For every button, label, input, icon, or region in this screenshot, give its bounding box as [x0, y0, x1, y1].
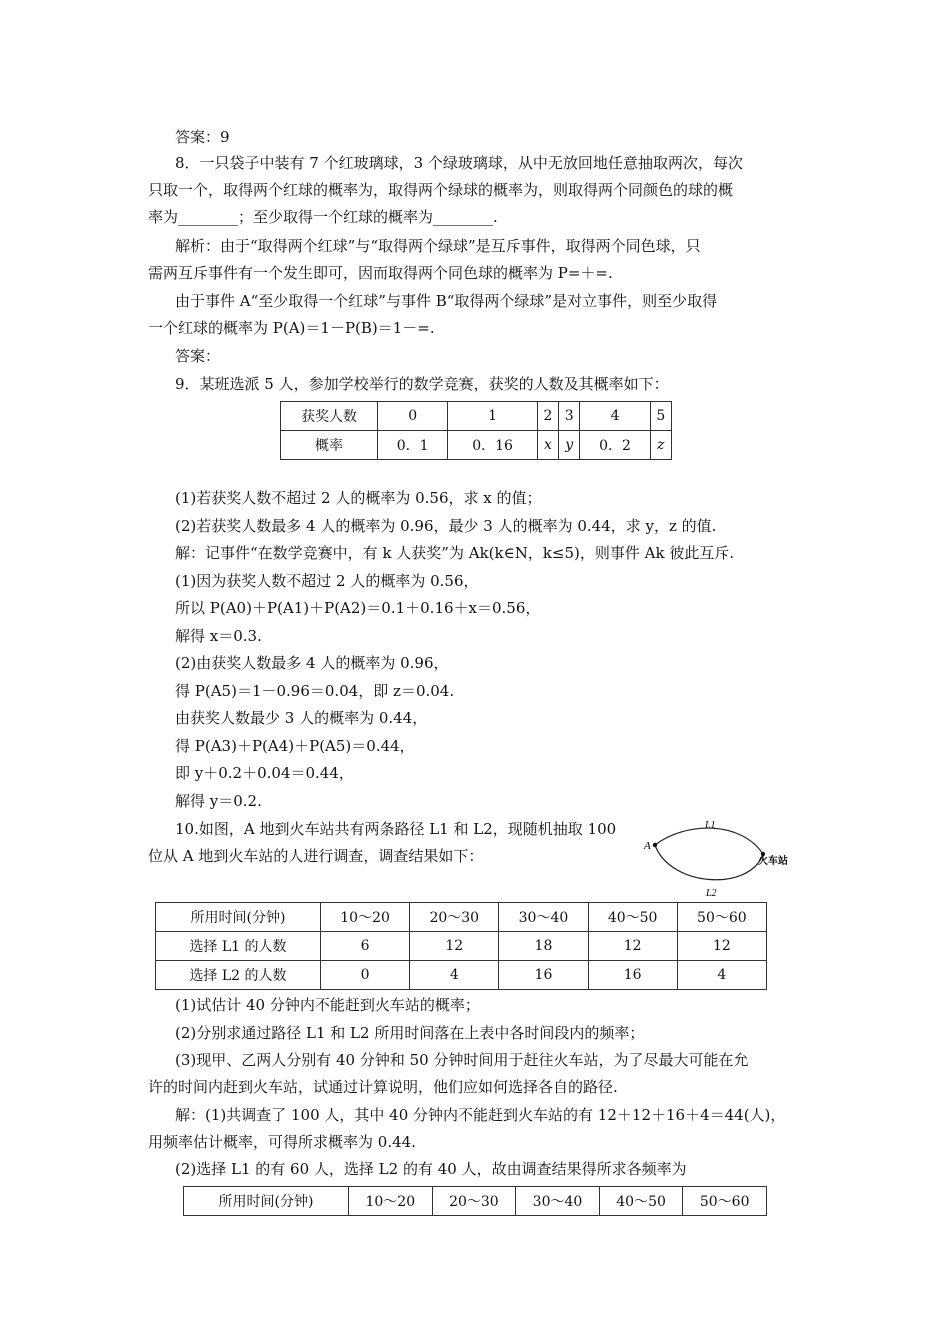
text-line: 一个红球的概率为 P(A)＝1－P(B)＝1－=. [148, 319, 435, 337]
table-cell: 3 [559, 402, 580, 431]
point-a-dot [653, 843, 657, 847]
text-line: 9．某班选派 5 人，参加学校举行的数学竞赛，获奖的人数及其概率如下： [175, 375, 669, 393]
route-l1-curve [655, 828, 763, 854]
table-cell: 选择 L2 的人数 [156, 961, 321, 990]
text-line: (1)试估计 40 分钟内不能赶到火车站的概率； [175, 996, 480, 1014]
table-row [156, 903, 767, 932]
text-line: 得 P(A3)＋P(A4)＋P(A5)＝0.44， [175, 737, 415, 755]
table-cell: 50～60 [683, 1187, 767, 1216]
text-line: 得 P(A5)＝1－0.96＝0.04，即 z＝0.04. [175, 682, 455, 700]
text-line: 位从 A 地到火车站的人进行调查，调查结果如下： [148, 847, 484, 865]
table-cell: 16 [588, 961, 677, 990]
table-cell: 所用时间(分钟) [184, 1187, 349, 1216]
table-cell: 40～50 [588, 903, 677, 932]
table-cell: 0．1 [378, 431, 448, 460]
text-line: 答案： [175, 347, 221, 365]
table-cell: 4 [410, 961, 499, 990]
table-cell: 16 [499, 961, 588, 990]
table-row [156, 961, 767, 990]
text-line: 解得 y＝0.2. [175, 792, 262, 810]
station-label: 火车站 [758, 856, 788, 867]
table-cell: 10～20 [349, 1187, 433, 1216]
text-line: 即 y＋0.2＋0.04＝0.44， [175, 764, 354, 782]
table-cell: 30～40 [516, 1187, 600, 1216]
table-row [184, 1187, 767, 1216]
table-cell: 12 [588, 932, 677, 961]
text-line: 解得 x＝0.3. [175, 627, 262, 645]
point-a-label: A [644, 840, 651, 852]
table-cell: 0 [321, 961, 410, 990]
text-line: (2)分别求通过路径 L1 和 L2 所用时间落在上表中各时间段内的频率； [175, 1024, 645, 1042]
table-cell: 概率 [281, 431, 378, 460]
route-survey-table [155, 902, 767, 990]
table-cell: 选择 L1 的人数 [156, 932, 321, 961]
text-line: 解析：由于“取得两个红球”与“取得两个绿球”是互斥事件，取得两个同色球，只 [175, 237, 701, 255]
text-line: (2)若获奖人数最多 4 人的概率为 0.96，最少 3 人的概率为 0.44，求 y，z 的值. [175, 517, 717, 535]
table-cell: 40～50 [599, 1187, 683, 1216]
table-cell: 20～30 [410, 903, 499, 932]
table-cell: 10～20 [321, 903, 410, 932]
frequency-table [183, 1186, 767, 1216]
table-cell: 50～60 [677, 903, 766, 932]
table-cell: x [537, 431, 558, 460]
text-line: (2)选择 L1 的有 60 人，选择 L2 的有 40 人，故由调查结果得所求各频率为 [175, 1160, 687, 1178]
route-l2-curve [655, 845, 763, 880]
table-row [281, 402, 672, 431]
text-line: 8．一只袋子中装有 7 个红玻璃球，3 个绿玻璃球，从中无放回地任意抽取两次，每次 [175, 154, 743, 172]
table-cell: 1 [448, 402, 537, 431]
table-cell: 12 [410, 932, 499, 961]
prize-probability-table [280, 401, 672, 460]
table-cell: 0 [378, 402, 448, 431]
text-line: (1)若获奖人数不超过 2 人的概率为 0.56，求 x 的值； [175, 489, 542, 507]
table-cell: z [650, 431, 671, 460]
table-cell: 18 [499, 932, 588, 961]
text-line: (3)现甲、乙两人分别有 40 分钟和 50 分钟时间用于赶往火车站，为了尽最大可能在允 [175, 1051, 749, 1069]
text-line: 需两互斥事件有一个发生即可，因而取得两个同色球的概率为 P=＋=. [148, 264, 613, 282]
text-line: 许的时间内赶到火车站，试通过计算说明，他们应如何选择各自的路径. [148, 1078, 618, 1096]
table-row [281, 431, 672, 460]
text-line: 解：记事件“在数学竞赛中，有 k 人获奖”为 Ak(k∈N，k≤5)，则事件 Ak 彼此互斥. [175, 544, 735, 562]
text-line: 只取一个，取得两个红球的概率为，取得两个绿球的概率为，则取得两个同颜色的球的概 [148, 181, 734, 199]
route-l2-label: L2 [706, 888, 717, 899]
text-line: 率为________；至少取得一个红球的概率为________. [148, 208, 498, 226]
text-line: 由获奖人数最少 3 人的概率为 0.44， [175, 709, 428, 727]
table-cell: 12 [677, 932, 766, 961]
text-line: (1)因为获奖人数不超过 2 人的概率为 0.56， [175, 572, 479, 590]
table-cell: 5 [650, 402, 671, 431]
table-cell: 所用时间(分钟) [156, 903, 321, 932]
table-cell: 2 [537, 402, 558, 431]
table-cell: y [559, 431, 580, 460]
text-line: 10.如图，A 地到火车站共有两条路径 L1 和 L2，现随机抽取 100 [175, 820, 617, 838]
table-cell: 6 [321, 932, 410, 961]
table-cell: 20～30 [432, 1187, 516, 1216]
table-cell: 获奖人数 [281, 402, 378, 431]
text-line: 答案：9 [175, 128, 230, 146]
table-cell: 4 [677, 961, 766, 990]
text-line: (2)由获奖人数最多 4 人的概率为 0.96， [175, 654, 449, 672]
text-line: 所以 P(A0)＋P(A1)＋P(A2)＝0.1＋0.16＋x＝0.56， [175, 599, 541, 617]
table-cell: 0．2 [580, 431, 650, 460]
route-l1-label: L1 [705, 820, 716, 831]
text-line: 用频率估计概率，可得所求概率为 0.44. [148, 1133, 416, 1151]
table-cell: 4 [580, 402, 650, 431]
table-cell: 0．16 [448, 431, 537, 460]
table-row [156, 932, 767, 961]
table-cell: 30～40 [499, 903, 588, 932]
text-line: 解：(1)共调查了 100 人，其中 40 分钟内不能赶到火车站的有 12＋12＋16＋4＝44(人)， [175, 1106, 786, 1124]
route-diagram [640, 812, 790, 900]
text-line: 由于事件 A“至少取得一个红球”与事件 B“取得两个绿球”是对立事件，则至少取得 [175, 292, 718, 310]
